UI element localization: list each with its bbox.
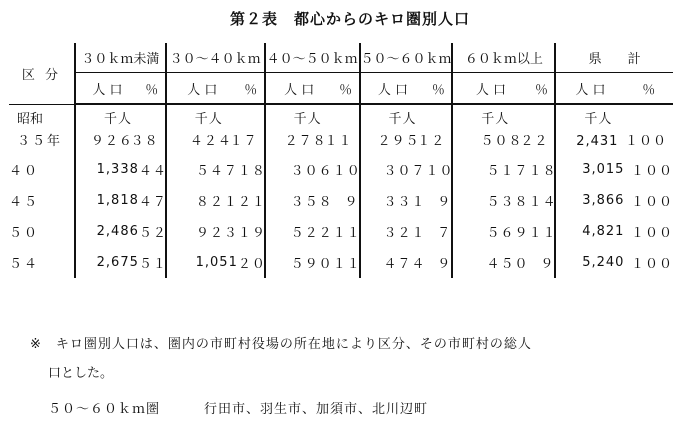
year-cell: ４０ <box>9 164 40 179</box>
sub-header-percent: ％ <box>333 73 360 105</box>
population-cell: ９２３ <box>166 216 238 247</box>
percent-value: １７ <box>229 134 258 149</box>
sub-header-population: 人 口 <box>555 73 624 105</box>
population-value: ２９５ <box>377 134 420 149</box>
population-cell: ５４７ <box>166 154 238 185</box>
percent-cell: １００ <box>630 226 673 241</box>
population-cell: ５１７ <box>452 154 528 185</box>
percent-cell: １１ <box>528 226 557 241</box>
population-cell: 1,051 <box>166 247 238 278</box>
percent-cell: １００ <box>630 195 673 210</box>
percent-cell: ９ <box>540 257 555 272</box>
group-header: ３０ｋｍ未満 <box>75 43 166 73</box>
population-cell: 1,818 <box>75 185 139 216</box>
unit-label: 千人 <box>388 112 417 127</box>
percent-cell: ２１ <box>237 195 266 210</box>
percent-cell: ５１ <box>138 257 167 272</box>
population-cell: ３５８ <box>265 185 333 216</box>
percent-cell: ４７ <box>138 195 167 210</box>
percent-cell <box>520 104 556 154</box>
sub-header-population: 人 口 <box>452 73 528 105</box>
population-cell: ３０７ <box>360 154 426 185</box>
population-cell: 5,240 <box>555 247 624 278</box>
percent-value: １２ <box>417 134 446 149</box>
percent-cell: ５２ <box>138 226 167 241</box>
percent-cell: ９ <box>437 257 452 272</box>
year-cell: ５０ <box>9 226 40 241</box>
population-cell: ３３１ <box>360 185 426 216</box>
header-row-sub <box>9 73 673 105</box>
population-table <box>9 43 673 278</box>
percent-cell: １８ <box>528 164 557 179</box>
population-cell <box>555 104 624 154</box>
table-title: 第２表 都心からのキロ圏別人口 <box>229 10 470 28</box>
footnote-line-1: ※ キロ圏別人口は、圏内の市町村役場の所在地により区分、その市町村の総人 <box>30 337 532 352</box>
population-cell: 1,338 <box>75 154 139 185</box>
sub-header-percent: ％ <box>624 73 673 105</box>
population-cell <box>452 104 528 154</box>
zone-cities: 行田市、羽生市、加須市、北川辺町 <box>204 402 429 417</box>
percent-value: １１ <box>324 134 353 149</box>
population-cell: ８２１ <box>166 185 238 216</box>
population-cell: ５６９ <box>452 216 528 247</box>
percent-value: ２２ <box>520 134 549 149</box>
row-header-label: 区 分 <box>9 43 75 104</box>
percent-cell: ２０ <box>237 257 266 272</box>
population-cell: ５９０ <box>265 247 333 278</box>
footnote-zone <box>48 398 428 417</box>
population-value: ５０８ <box>480 134 523 149</box>
population-value: ２７８ <box>284 134 327 149</box>
unit-label: 千人 <box>481 112 510 127</box>
population-value: ４２４ <box>189 134 232 149</box>
percent-cell <box>229 104 265 154</box>
population-cell: 4,821 <box>555 216 624 247</box>
percent-cell: １１ <box>332 226 361 241</box>
unit-label: 千人 <box>584 112 613 127</box>
percent-cell: １１ <box>332 257 361 272</box>
population-value: ９２６ <box>90 134 133 149</box>
table-row <box>9 247 673 278</box>
year-cell: ５４ <box>9 257 40 272</box>
zone-label: ５０～６０ｋｍ圏 <box>48 402 161 417</box>
group-header: ５０～６０ｋｍ <box>360 43 453 73</box>
percent-cell <box>417 104 452 154</box>
population-cell: 3,015 <box>555 154 624 185</box>
sub-header-population: 人 口 <box>166 73 238 105</box>
footnote-line-2: 口とした。 <box>48 366 114 381</box>
sub-header-population: 人 口 <box>360 73 426 105</box>
percent-cell: ９ <box>344 195 359 210</box>
percent-cell: １００ <box>630 164 673 179</box>
header-row-groups <box>9 43 673 73</box>
year-cell: ４５ <box>9 195 40 210</box>
population-cell: 2,486 <box>75 216 139 247</box>
percent-value: ３８ <box>130 134 159 149</box>
unit-label: 千人 <box>103 112 132 127</box>
group-header: ６０ｋｍ以上 <box>452 43 555 73</box>
percent-cell: ９ <box>437 195 452 210</box>
percent-cell: １００ <box>630 257 673 272</box>
population-cell: 2,675 <box>75 247 139 278</box>
percent-cell: １９ <box>237 226 266 241</box>
percent-cell: ７ <box>437 226 452 241</box>
sub-header-population: 人 口 <box>265 73 333 105</box>
population-cell: ３２１ <box>360 216 426 247</box>
group-header: ４０～５０ｋｍ <box>265 43 360 73</box>
table-row <box>9 154 673 185</box>
population-cell: ５２２ <box>265 216 333 247</box>
population-cell <box>166 104 238 154</box>
population-cell <box>265 104 333 154</box>
percent-cell: ４４ <box>138 164 167 179</box>
percent-cell <box>324 104 360 154</box>
percent-value: １００ <box>624 134 667 149</box>
population-value: 2,431 <box>576 134 619 149</box>
percent-cell: １０ <box>332 164 361 179</box>
year-cell <box>9 104 75 154</box>
unit-label: 千人 <box>194 112 223 127</box>
percent-cell: １４ <box>528 195 557 210</box>
sub-header-percent: ％ <box>529 73 556 105</box>
sub-header-percent: ％ <box>425 73 452 105</box>
sub-header-percent: ％ <box>238 73 265 105</box>
population-cell: ４７４ <box>360 247 426 278</box>
percent-cell <box>130 104 166 154</box>
unit-label: 千人 <box>293 112 322 127</box>
population-cell: ３０６ <box>265 154 333 185</box>
year-label: ３５年 <box>17 134 63 149</box>
sub-header-population: 人 口 <box>75 73 139 105</box>
population-cell: ５３８ <box>452 185 528 216</box>
percent-cell <box>624 104 673 154</box>
sub-header-percent: ％ <box>139 73 166 105</box>
percent-cell: １８ <box>237 164 266 179</box>
population-cell <box>75 104 139 154</box>
group-header: ３０～４０ｋｍ <box>166 43 265 73</box>
era-label: 昭和 <box>17 111 44 127</box>
table-row <box>9 104 673 154</box>
percent-cell: １０ <box>425 164 454 179</box>
population-cell: ４５０ <box>452 247 528 278</box>
population-cell <box>360 104 426 154</box>
population-cell: 3,866 <box>555 185 624 216</box>
group-header: 県 計 <box>555 43 673 73</box>
table-row <box>9 185 673 216</box>
table-row <box>9 216 673 247</box>
